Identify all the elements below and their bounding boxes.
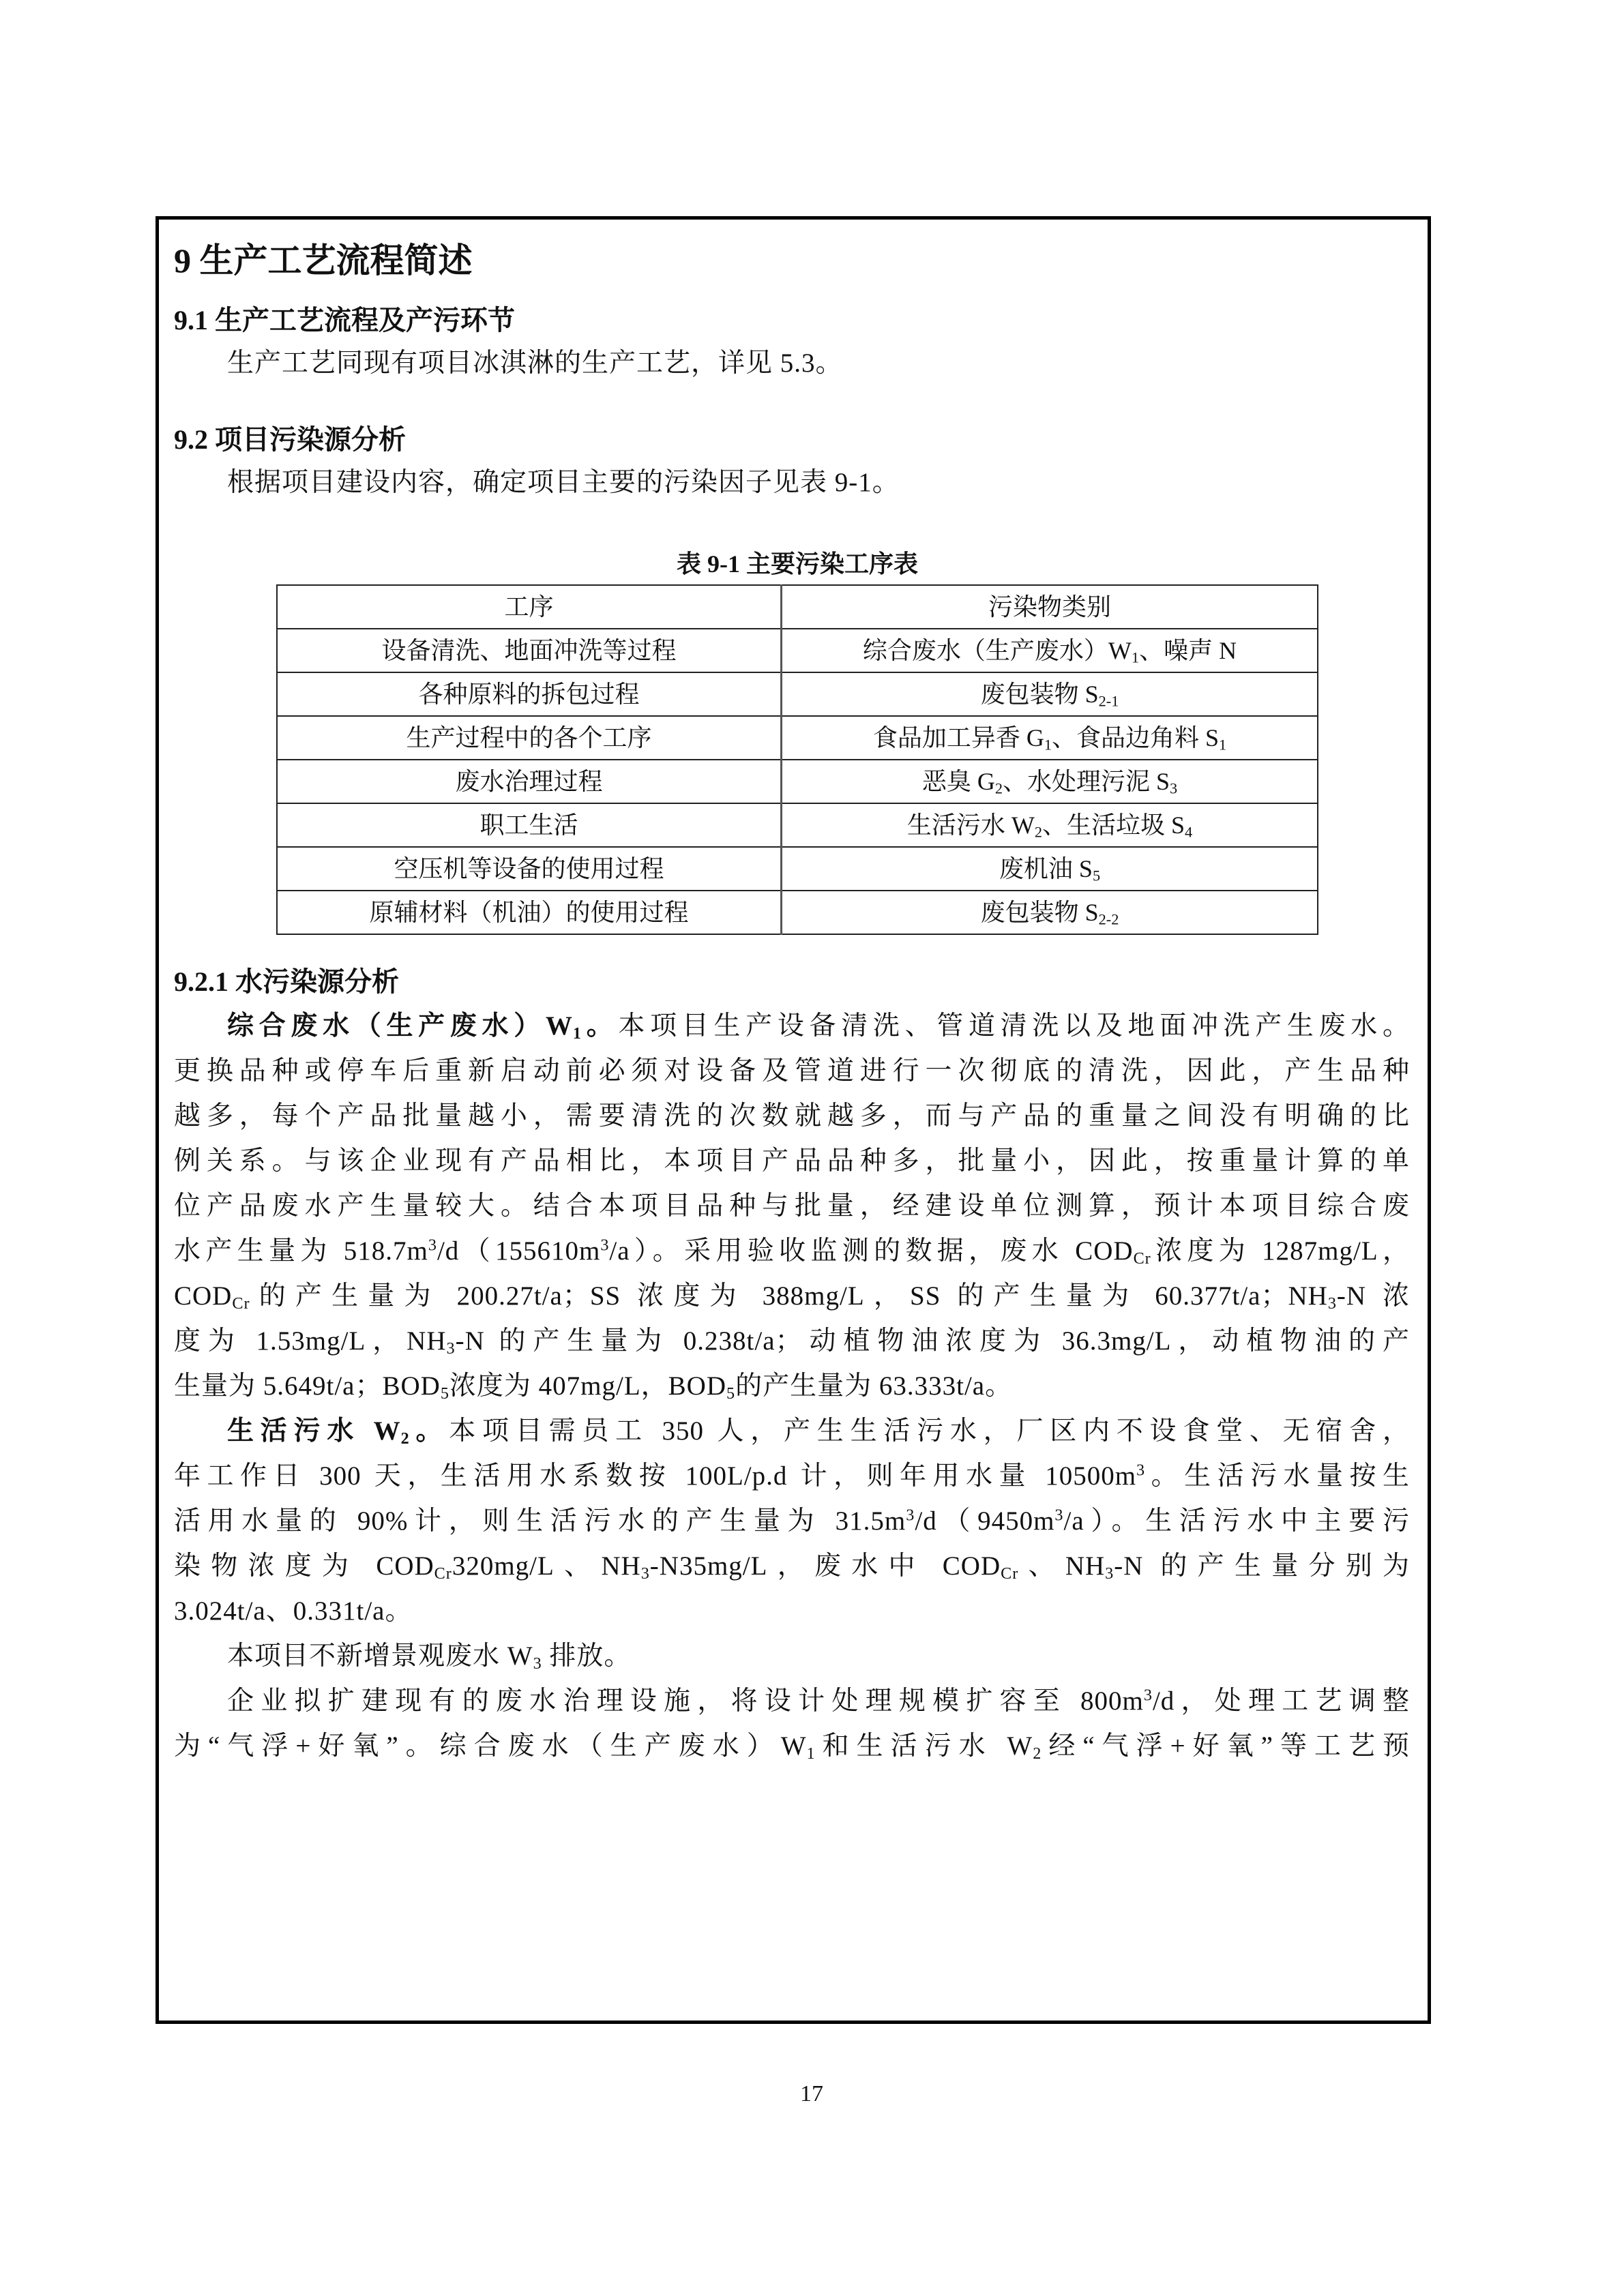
cell-process: 各种原料的拆包过程: [277, 672, 782, 716]
subsection-9-1-title: 9.1 生产工艺流程及产污环节: [174, 305, 515, 336]
expansion-paragraph: 企业拟扩建现有的废水治理设施，将设计处理规模扩容至 $800m^3/d$，处理工艺调整 为“气浮+好氧”。综合废水（生产废水）$W_1$和生活污水 $W_2$经“气浮+好氧”等工艺预: [174, 1686, 1411, 1763]
cell-pollutant: 生活污水 $W_2$、生活垃圾 $S_4$: [782, 803, 1318, 847]
cell-process: 生产过程中的各个工序: [277, 716, 782, 760]
cell-pollutant: 综合废水（生产废水）$W_1$、噪声 N: [782, 629, 1318, 672]
header-pollutant: 污染物类别: [782, 585, 1318, 629]
section-title: 9 生产工艺流程简述: [174, 241, 473, 280]
header-process: 工序: [277, 585, 782, 629]
cell-process: 职工生活: [277, 803, 782, 847]
cell-process: 废水治理过程: [277, 760, 782, 803]
w1-paragraph: 综合废水（生产废水）$W_1$。本项目生产设备清洗、管道清洗以及地面冲洗产生废水。 更换品种或停车后重新启动前必须对设备及管道进行一次彻底的清洗，因此，产生品种 越多，每个产品批量越小，需要清洗的次数就越多，而与产品的重量之间没有明确的比 例关系。与该企业现有产品相比，本项目产品品种多，批量小，因此，按重量计算的单 位产品废水产生量较大。结合本项目品种与批量，经建设单位测算，预计本项目综合废 水产生量为 $518.7m^3/d(155610m^3/a)$。采用验收监测的数据，废水 $COD_{Cr}$浓度为 1287mg/L， $COD_{Cr}$的产生量为 200.27t/a；SS 浓度为 388mg/L，SS 的产生量为 60.377t/a；$NH_3-N$ 浓 度为 1.53mg/L，$NH_3-N$ 的产生量为 0.238t/a；动植物油浓度为 36.3mg/L，动植物油的产 生量为 5.649t/a；$BOD_5$浓度为 407mg/L，$BOD_5$的产生量为 63.333t/a。: [174, 1011, 1411, 1403]
cell-process: 空压机等设备的使用过程: [277, 847, 782, 891]
table-row: [277, 891, 1318, 934]
table-caption: 表 9-1 主要污染工序表: [677, 550, 918, 578]
cell-process: 原辅材料（机油）的使用过程: [277, 891, 782, 934]
subsection-9-2-title: 9.2 项目污染源分析: [174, 424, 406, 455]
content-frame: [156, 216, 1431, 2024]
w2-lead: 生活污水 $W_2$。: [227, 1416, 449, 1448]
page-number: 17: [800, 2081, 823, 2106]
table-row: [277, 847, 1318, 891]
table-row: [277, 672, 1318, 716]
w1-lead: 综合废水（生产废水）$W_1$。: [227, 1011, 619, 1043]
subsection-9-1-text: 生产工艺同现有项目冰淇淋的生产工艺，详见 5.3。: [227, 348, 843, 378]
cell-pollutant: 食品加工异香 $G_1$、食品边角料 $S_1$: [782, 716, 1318, 760]
w3-paragraph: 本项目不新增景观废水 $W_3$ 排放。: [227, 1641, 632, 1673]
table-row: [277, 716, 1318, 760]
cell-pollutant: 恶臭 $G_2$、水处理污泥 $S_3$: [782, 760, 1318, 803]
table-row: [277, 629, 1318, 672]
cell-pollutant: 废包装物 $S_{2-1}$: [782, 672, 1318, 716]
w2-paragraph: 生活污水 $W_2$。本项目需员工 350 人，产生生活污水，厂区内不设食堂、无宿舍， 年工作日 300 天，生活用水系数按 100L/p.d 计，则年用水量 $10500m^3$。生活污水量按生 活用水量的 90%计，则生活污水的产生量为 $31.5m^3/d(9450m^3/a)$。生活污水中主要污 染物浓度为 $COD_{Cr}320mg/L$、$NH_3-N35mg/L$，废水中 $COD_{Cr}$、$NH_3-N$ 的产生量分别为 3.024t/a、0.331t/a。: [174, 1416, 1410, 1626]
table-header-row: [277, 585, 1318, 629]
table-row: [277, 803, 1318, 847]
cell-process: 设备清洗、地面冲洗等过程: [277, 629, 782, 672]
subsection-9-2-text: 根据项目建设内容，确定项目主要的污染因子见表 9-1。: [227, 468, 900, 497]
cell-pollutant: 废机油 $S_5$: [782, 847, 1318, 891]
cell-pollutant: 废包装物 $S_{2-2}$: [782, 891, 1318, 934]
table-row: [277, 760, 1318, 803]
subsection-9-2-1-title: 9.2.1 水污染源分析: [174, 966, 399, 997]
pollution-process-table: [276, 584, 1318, 935]
